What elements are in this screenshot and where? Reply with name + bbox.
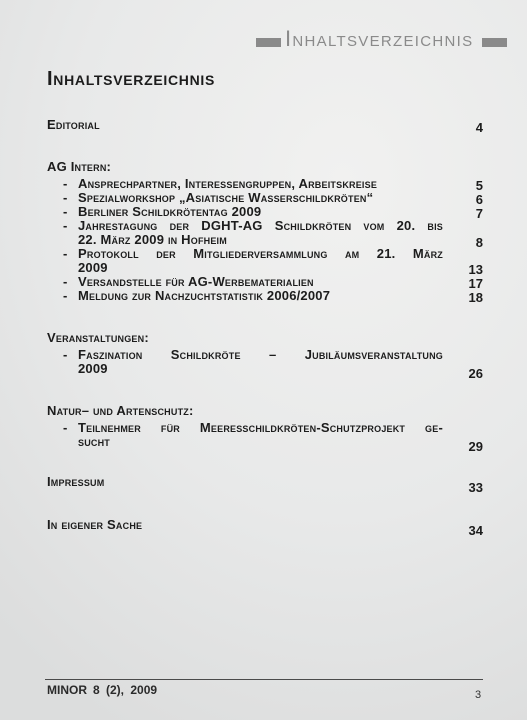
toc-entry-line: Jahrestagung der DGHT-AG Schildkröten vom 20. bis [78,218,443,233]
toc-entry-line: Faszination Schildkröte – Jubiläumsveranstaltung [78,347,443,362]
running-head-bar-left [256,38,281,47]
toc-entry [47,474,483,495]
toc-entry-text [78,177,443,191]
dash-marker: - [63,288,68,303]
toc-section-editorial [47,117,483,135]
toc-entry [47,517,483,538]
toc-page-number: 26 [468,366,483,381]
running-head-bar-right [482,38,507,47]
toc-entry [47,247,483,275]
footer-journal-name: MINOR [47,683,87,697]
toc-entry-title: Impressum [47,474,105,489]
toc-entry-text [78,421,443,449]
running-head: Inhaltsverzeichnis [285,26,474,51]
footer-page-number: 3 [475,689,482,701]
toc-entry-text [78,247,443,275]
toc-page-number: 33 [468,480,483,495]
dash-marker: - [63,246,68,261]
toc-entry-text [78,348,443,376]
toc-section-veranstaltungen [47,330,483,381]
toc-entry-line: Teilnehmer für Meeresschildkröten-Schutzprojekt ge- [78,420,443,435]
toc-entry [47,205,483,219]
toc-entry-line: Versandstelle für AG-Werbematerialien [78,274,314,289]
dash-marker: - [63,176,68,191]
toc-section-heading: Natur– und Artenschutz: [47,403,194,418]
dash-marker: - [63,218,68,233]
toc-entry-line: 2009 [78,260,108,275]
dash-marker: - [63,347,68,362]
dash-marker: - [63,274,68,289]
toc-entry-text [78,219,443,247]
dash-marker: - [63,204,68,219]
footer-rule [45,679,483,680]
page-title: Inhaltsverzeichnis [47,68,216,90]
toc-entry-line: 2009 [78,361,108,376]
toc-entry-line: Berliner Schildkrötentag 2009 [78,204,262,219]
toc-entry [47,177,483,191]
toc-page-number: 4 [475,120,483,135]
toc-page-number: 7 [475,206,483,221]
toc-entry-line: sucht [78,434,110,449]
toc-entry-line: Meldung zur Nachzuchtstatistik 2006/2007 [78,288,331,303]
footer-citation [47,683,157,697]
dash-marker: - [63,420,68,435]
toc-entry-title: In eigener Sache [47,517,143,532]
toc-page-number: 18 [468,290,483,305]
toc-entry-text [78,191,443,205]
toc-page-number: 29 [468,439,483,454]
toc-section-in-eigener-sache [47,517,483,538]
toc-page-number: 34 [468,523,483,538]
toc-entry-line: Spezialworkshop „Asiatische Wasserschildkröten“ [78,190,374,205]
toc-page-number: 13 [468,262,483,277]
toc-entry-line: Protokoll der Mitgliederversammlung am 21. März [78,246,443,261]
toc-section-impressum [47,474,483,495]
toc-page-number: 8 [475,235,483,250]
toc-entry-title: Editorial [47,117,100,132]
toc-entry-line: 22. März 2009 in Hofheim [78,232,227,247]
toc-section-heading: Veranstaltungen: [47,330,149,345]
toc-entry [47,347,483,381]
toc-entry [47,218,483,250]
dash-marker: - [63,190,68,205]
toc-entry [47,275,483,289]
toc-section-natur-und-artenschutz [47,403,483,454]
toc-page-number: 5 [475,178,483,193]
toc-page-number: 17 [468,276,483,291]
footer-issue: 8 (2), 2009 [93,683,158,697]
toc-entry-text [78,289,443,303]
toc-entry-text [78,275,443,289]
toc-entry-line: Ansprechpartner, Interessengruppen, Arbeitskreise [78,176,378,191]
toc-entry [47,117,483,135]
toc-section-heading: AG Intern: [47,159,112,174]
toc-section-ag-intern [47,160,483,303]
toc-entry [47,420,483,454]
toc-entry [47,289,483,303]
toc-page-number: 6 [475,192,483,207]
toc-entry [47,191,483,205]
toc-entry-text [78,205,443,219]
